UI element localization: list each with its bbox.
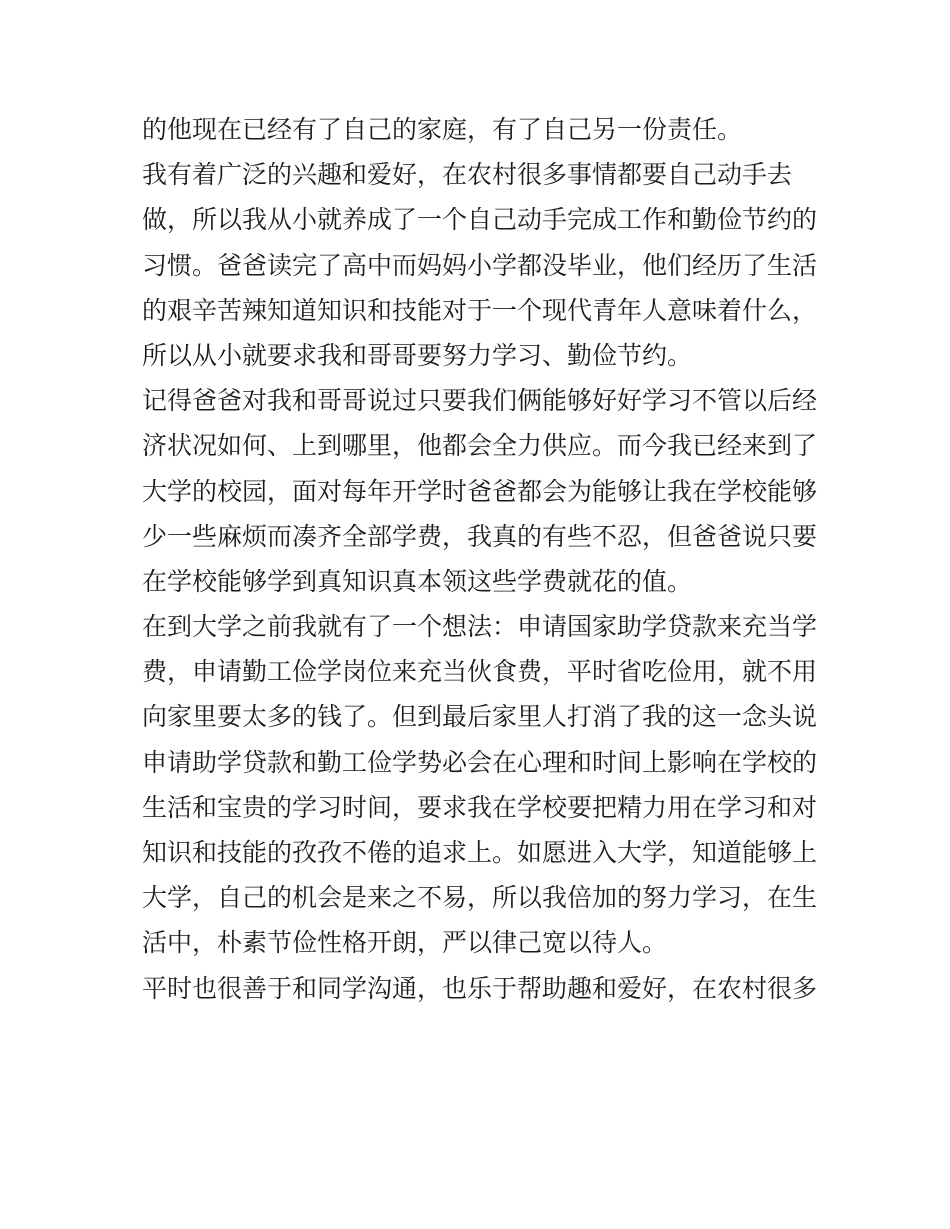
text-line: 在学校能够学到真知识真本领这些学费就花的值。: [142, 566, 693, 596]
text-line: 的他现在已经有了自己的家庭，有了自己另一份责任。: [142, 115, 743, 144]
text-line: 大学，自己的机会是来之不易，所以我倍加的努力学习，在生: [142, 883, 818, 913]
text-line: 生活和宝贵的学习时间，要求我在学校要把精力用在学习和对: [142, 792, 818, 822]
text-line: 济状况如何、上到哪里，他都会全力供应。而今我已经来到了: [142, 431, 818, 461]
text-line: 做，所以我从小就养成了一个自己动手完成工作和勤俭节约的: [142, 205, 818, 235]
text-line: 的艰辛苦辣知道知识和技能对于一个现代青年人意味着什么，: [142, 295, 818, 325]
text-line: 向家里要太多的钱了。但到最后家里人打消了我的这一念头说: [142, 702, 818, 732]
text-line: 所以从小就要求我和哥哥要努力学习、勤俭节约。: [142, 340, 693, 370]
text-line: 少一些麻烦而凑齐全部学费，我真的有些不忍，但爸爸说只要: [142, 521, 818, 551]
body-text: [142, 107, 822, 1011]
text-line: 在到大学之前我就有了一个想法：申请国家助学贷款来充当学: [142, 612, 818, 642]
text-line: 平时也很善于和同学沟通，也乐于帮助趣和爱好，在农村很多: [142, 973, 818, 1003]
text-line: 费，申请勤工俭学岗位来充当伙食费，平时省吃俭用，就不用: [142, 657, 818, 687]
text-line: 记得爸爸对我和哥哥说过只要我们俩能够好好学习不管以后经: [142, 386, 818, 416]
text-line: 习惯。爸爸读完了高中而妈妈小学都没毕业，他们经历了生活: [142, 250, 818, 280]
text-line: 活中，朴素节俭性格开朗，严以律己宽以待人。: [142, 928, 668, 958]
text-line: 我有着广泛的兴趣和爱好，在农村很多事情都要自己动手去: [142, 160, 793, 190]
text-line: 申请助学贷款和勤工俭学势必会在心理和时间上影响在学校的: [142, 747, 818, 777]
text-line: 大学的校园，面对每年开学时爸爸都会为能够让我在学校能够: [142, 476, 818, 506]
text-line: 知识和技能的孜孜不倦的追求上。如愿进入大学，知道能够上: [142, 838, 818, 867]
